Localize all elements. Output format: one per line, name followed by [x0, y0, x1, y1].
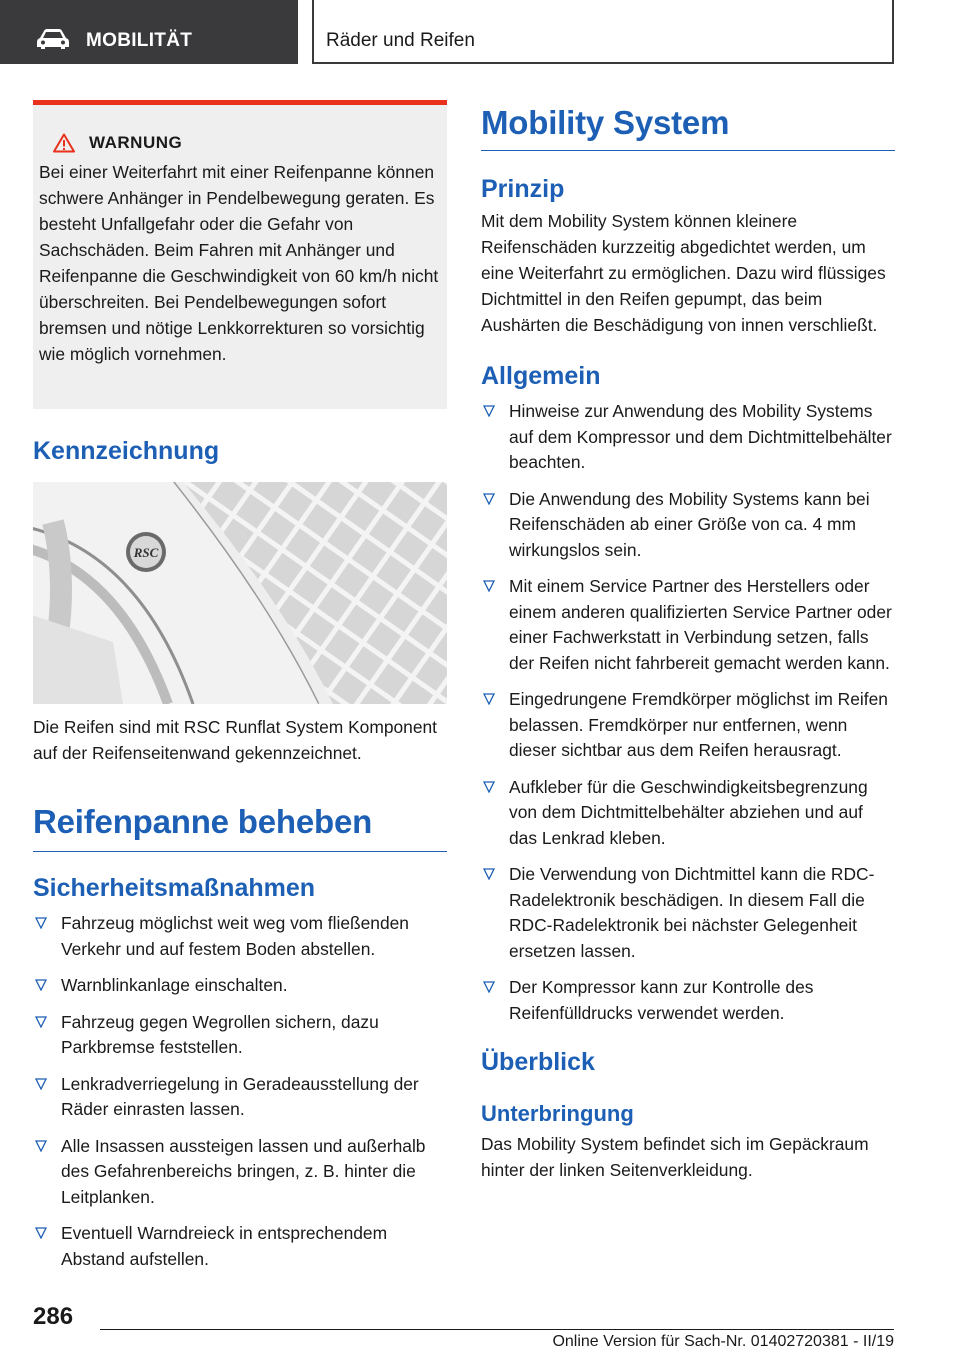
allgemein-list — [481, 399, 895, 1026]
bullet-triangle-icon — [35, 979, 47, 991]
bullet-triangle-icon — [35, 917, 47, 929]
bullet-triangle-icon — [35, 1016, 47, 1028]
prinzip-text: Mit dem Mobility System können kleinere Reifenschäden kurzzeitig abgedichtet werden, um eine Weiterfahrt zu ermöglichen. Dazu wird flüssiges Dichtmittel in den Reifen gepumpt, das beim Aushärten die Beschädigung von innen verschließt. — [481, 211, 886, 335]
sicherheit-heading: Sicherheitsmaßnahmen — [33, 874, 316, 902]
chapter-title: Räder und Reifen — [326, 30, 475, 51]
list-item: Hinweise zur Anwendung des Mobility Systems auf dem Kompressor und dem Dichtmittelbehälter beachten. — [481, 399, 895, 476]
reifenpanne-heading: Reifenpanne beheben — [33, 803, 373, 840]
mobility-heading: Mobility System — [481, 104, 730, 141]
warning-title — [53, 133, 439, 153]
section-title: MOBILITÄT — [86, 30, 193, 51]
bullet-triangle-icon — [35, 1140, 47, 1152]
tire-sidewall-image — [33, 482, 447, 704]
list-item: Warnblinkanlage einschalten. — [33, 973, 447, 999]
list-item: Mit einem Service Partner des Herstellers oder einem anderen qualifizierten Service Partner oder einer Fachwerkstatt in Verbindung setzen, falls der Reifen nicht fahrbereit gemacht werden kann. — [481, 574, 895, 676]
right-column — [481, 100, 895, 1183]
warning-triangle-icon — [53, 133, 75, 153]
page-number: 286 — [33, 1303, 74, 1330]
list-item: Der Kompressor kann zur Kontrolle des Reifenfülldrucks verwendet werden. — [481, 975, 895, 1026]
bullet-triangle-icon — [483, 781, 495, 793]
list-item: Die Anwendung des Mobility Systems kann bei Reifenschäden ab einer Größe von ca. 4 mm wirkungslos sein. — [481, 487, 895, 564]
bullet-triangle-icon — [483, 580, 495, 592]
heading-rule — [481, 150, 895, 151]
tire-illustration — [33, 482, 447, 704]
online-version-text: Online Version für Sach-Nr. 01402720381 - II/19 — [552, 1333, 894, 1350]
list-item: Fahrzeug gegen Wegrollen sichern, dazu Parkbremse feststellen. — [33, 1010, 447, 1061]
bullet-triangle-icon — [483, 405, 495, 417]
bullet-triangle-icon — [483, 868, 495, 880]
allgemein-heading: Allgemein — [481, 362, 601, 390]
footer-rule — [100, 1329, 894, 1330]
rsc-logo-text: RSC — [133, 545, 159, 560]
list-item: Alle Insassen aussteigen lassen und außerhalb des Gefahrenbereichs bringen, z. B. hinter die Leitplanken. — [33, 1134, 447, 1211]
bullet-triangle-icon — [483, 693, 495, 705]
list-item: Eventuell Warndreieck in entsprechendem Abstand aufstellen. — [33, 1221, 447, 1272]
header-section-tab — [0, 0, 298, 64]
warning-box — [33, 100, 447, 409]
list-item: Fahrzeug möglichst weit weg vom fließenden Verkehr und auf festem Boden abstellen. — [33, 911, 447, 962]
bullet-triangle-icon — [35, 1227, 47, 1239]
list-item: Die Verwendung von Dichtmittel kann die RDC-Radelektronik beschädigen. In diesem Fall die RDC-Radelektronik bei nächster Gelegenheit ersetzen lassen. — [481, 862, 895, 964]
bullet-triangle-icon — [35, 1078, 47, 1090]
unterbringung-text: Das Mobility System befindet sich im Gepäckraum hinter der linken Seitenverkleidung. — [481, 1134, 869, 1180]
car-icon — [36, 28, 70, 50]
prinzip-heading: Prinzip — [481, 175, 565, 203]
ueberblick-heading: Überblick — [481, 1048, 595, 1076]
kennzeichnung-heading: Kennzeichnung — [33, 437, 220, 465]
list-item: Aufkleber für die Geschwindigkeitsbegrenzung von dem Dichtmittelbehälter abziehen und auf das Lenkrad kleben. — [481, 775, 895, 852]
list-item: Eingedrungene Fremdkörper möglichst im Reifen belassen. Fremdkörper nur entfernen, wenn dieser sichtbar aus dem Reifen herausragt. — [481, 687, 895, 764]
bullet-triangle-icon — [483, 493, 495, 505]
left-column — [33, 100, 447, 1283]
header-chapter-box — [312, 0, 894, 64]
bullet-triangle-icon — [483, 981, 495, 993]
heading-rule — [33, 851, 447, 852]
kennzeichnung-caption: Die Reifen sind mit RSC Runflat System Komponent auf der Reifenseitenwand gekennzeichnet. — [33, 717, 438, 763]
unterbringung-heading: Unterbringung — [481, 1101, 634, 1126]
warning-text: Bei einer Weiterfahrt mit einer Reifenpanne können schwere Anhänger in Pendelbewegung geraten. Es besteht Unfallgefahr oder die Gefahr von Sachschäden. Beim Fahren mit Anhänger und Reifenpanne die Geschwindigkeit von 60 km/h nicht überschreiten. Bei Pendelbewegungen sofort bremsen und nötige Lenkkorrekturen so vorsichtig wie möglich vornehmen. — [39, 162, 439, 364]
list-item: Lenkradverriegelung in Geradeausstellung der Räder einrasten lassen. — [33, 1072, 447, 1123]
warning-title-text: WARNUNG — [89, 133, 183, 152]
sicherheit-list — [33, 911, 447, 1272]
